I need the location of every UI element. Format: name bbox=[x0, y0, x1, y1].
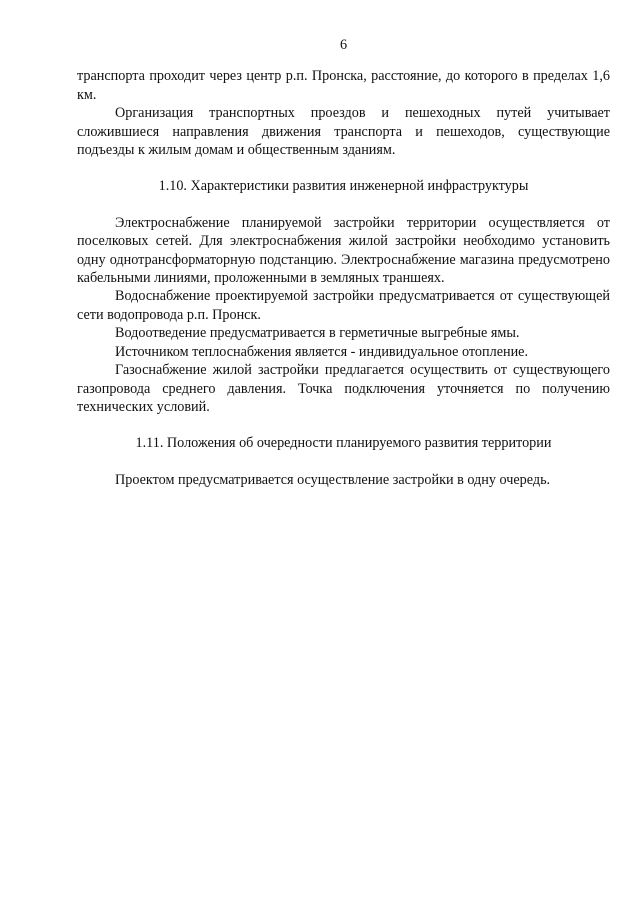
paragraph-transport-organization: Организация транспортных проездов и пешеходных путей учитывает сложившиеся направления движения транспорта и пешеходов, существующие подъезды к жилым домам и общественным зданиям. bbox=[77, 105, 610, 159]
paragraph-power-supply: Электроснабжение планируемой застройки территории осуществляется от поселковых сетей. Для электроснабжения жилой застройки необходимо установить одну однотрансформаторную подстанцию. Электроснабжение магазина предусмотрено кабельными линиями, проложенными в земляных траншеях. bbox=[77, 214, 610, 287]
page-number: 6 bbox=[339, 37, 348, 53]
paragraph-heat-supply: Источником теплоснабжения является - индивидуальное отопление. bbox=[115, 343, 529, 360]
paragraph-transport-continuation: транспорта проходит через центр р.п. Пронска, расстояние, до которого в пределах 1,6 км. bbox=[77, 68, 610, 103]
paragraph-sewerage: Водоотведение предусматривается в герметичные выгребные ямы. bbox=[115, 325, 520, 342]
section-heading-development-stages: 1.11. Положения об очередности планируемого развития территории bbox=[135, 435, 552, 452]
document-page bbox=[77, 36, 610, 489]
paragraph-single-stage: Проектом предусматривается осуществление застройки в одну очередь. bbox=[115, 471, 551, 488]
paragraph-water-supply: Водоснабжение проектируемой застройки предусматривается от существующей сети водопровода р.п. Пронск. bbox=[77, 288, 610, 323]
paragraph-gas-supply: Газоснабжение жилой застройки предлагается осуществить от существующего газопровода среднего давления. Точка подключения уточняется по получению технических условий. bbox=[77, 362, 610, 415]
section-heading-engineering-infrastructure: 1.10. Характеристики развития инженерной инфраструктуры bbox=[158, 178, 529, 195]
